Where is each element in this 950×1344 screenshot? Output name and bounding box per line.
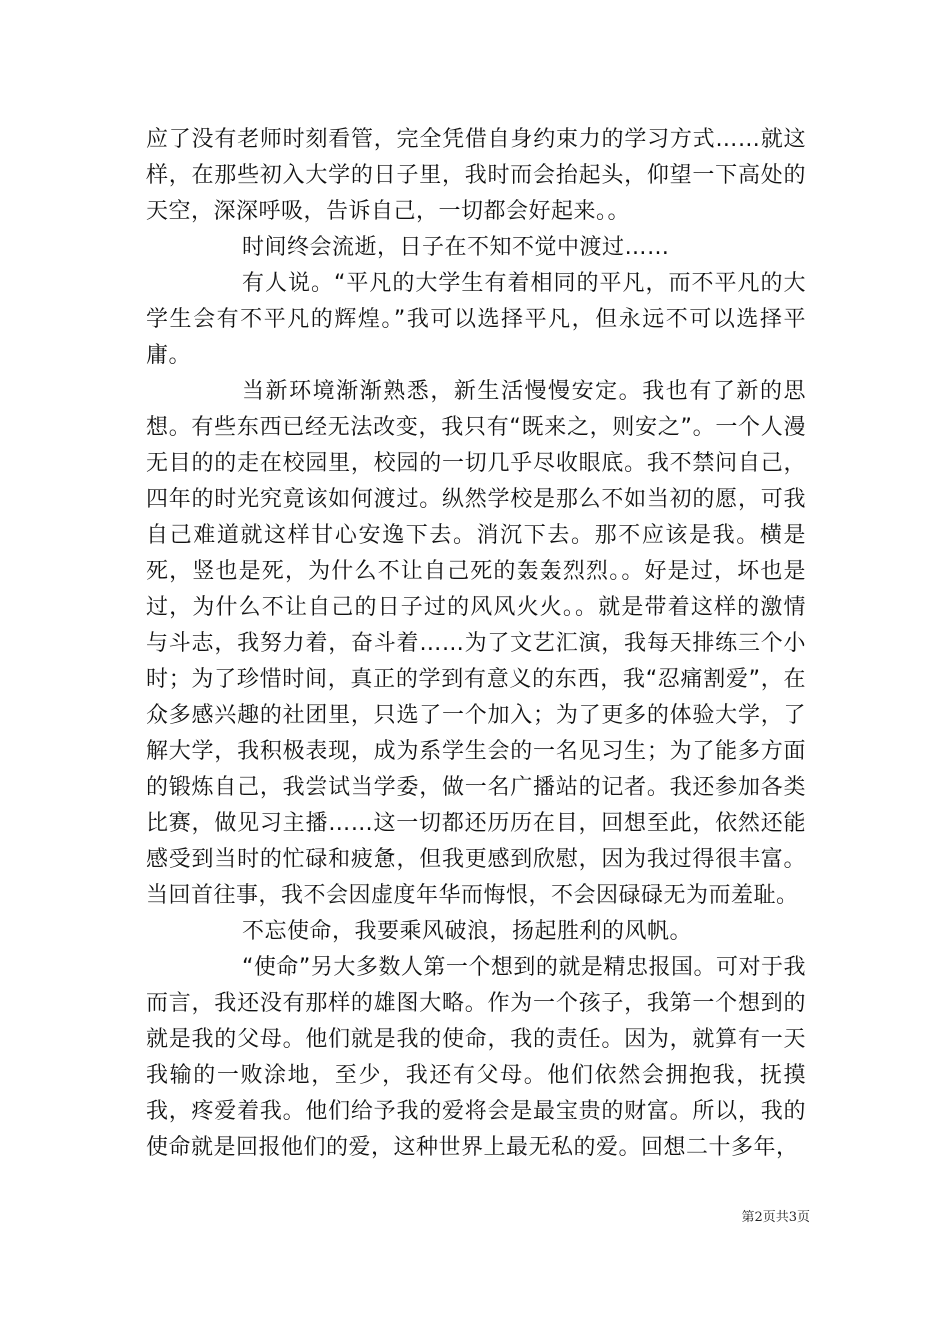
- document-body: [146, 122, 806, 1166]
- paragraph: 不忘使命，我要乘风破浪，扬起胜利的风帆。: [242, 919, 693, 944]
- page-number-footer: 第2页共3页: [741, 1210, 810, 1225]
- paragraph: 应了没有老师时刻看管，完全凭借自身约束力的学习方式……就这样，在那些初入大学的日子里，我时而会抬起头，仰望一下高处的天空，深深呼吸，告诉自己，一切都会好起来。。: [146, 127, 806, 224]
- paragraph: 当新环境渐渐熟悉，新生活慢慢安定。我也有了新的思想。有些东西已经无法改变，我只有“既来之，则安之”。一个人漫无目的的走在校园里，校园的一切几乎尽收眼底。我不禁问自己，四年的时光究竟该如何渡过。纵然学校是那么不如当初的愿，可我自己难道就这样甘心安逸下去。消沉下去。那不应该是我。横是死，竖也是死，为什么不让自己死的轰轰烈烈。。好是过，坏也是过，为什么不让自己的日子过的风风火火。。就是带着这样的激情与斗志，我努力着，奋斗着……为了文艺汇演，我每天排练三个小时；为了珍惜时间，真正的学到有意义的东西，我“忍痛割爱”，在众多感兴趣的社团里，只选了一个加入；为了更多的体验大学，了解大学，我积极表现，成为系学生会的一名见习生；为了能多方面的锻炼自己，我尝试当学委，做一名广播站的记者。我还参加各类比赛，做见习主播……这一切都还历历在目，回想至此，依然还能感受到当时的忙碌和疲惫，但我更感到欣慰，因为我过得很丰富。当回首往事，我不会因虚度年华而悔恨，不会因碌碌无为而羞耻。: [146, 379, 806, 908]
- paragraph: 有人说。“平凡的大学生有着相同的平凡，而不平凡的大学生会有不平凡的辉煌。”我可以选择平凡，但永远不可以选择平庸。: [146, 271, 806, 368]
- paragraph: 时间终会流逝，日子在不知不觉中渡过……: [242, 235, 670, 260]
- paragraph: “使命”另大多数人第一个想到的就是精忠报国。可对于我而言，我还没有那样的雄图大略。作为一个孩子，我第一个想到的就是我的父母。他们就是我的使命，我的责任。因为，就算有一天我输的一败涂地，至少，我还有父母。他们依然会拥抱我，抚摸我，疼爱着我。他们给予我的爱将会是最宝贵的财富。所以，我的使命就是回报他们的爱，这种世界上最无私的爱。回想二十多年，: [146, 955, 806, 1160]
